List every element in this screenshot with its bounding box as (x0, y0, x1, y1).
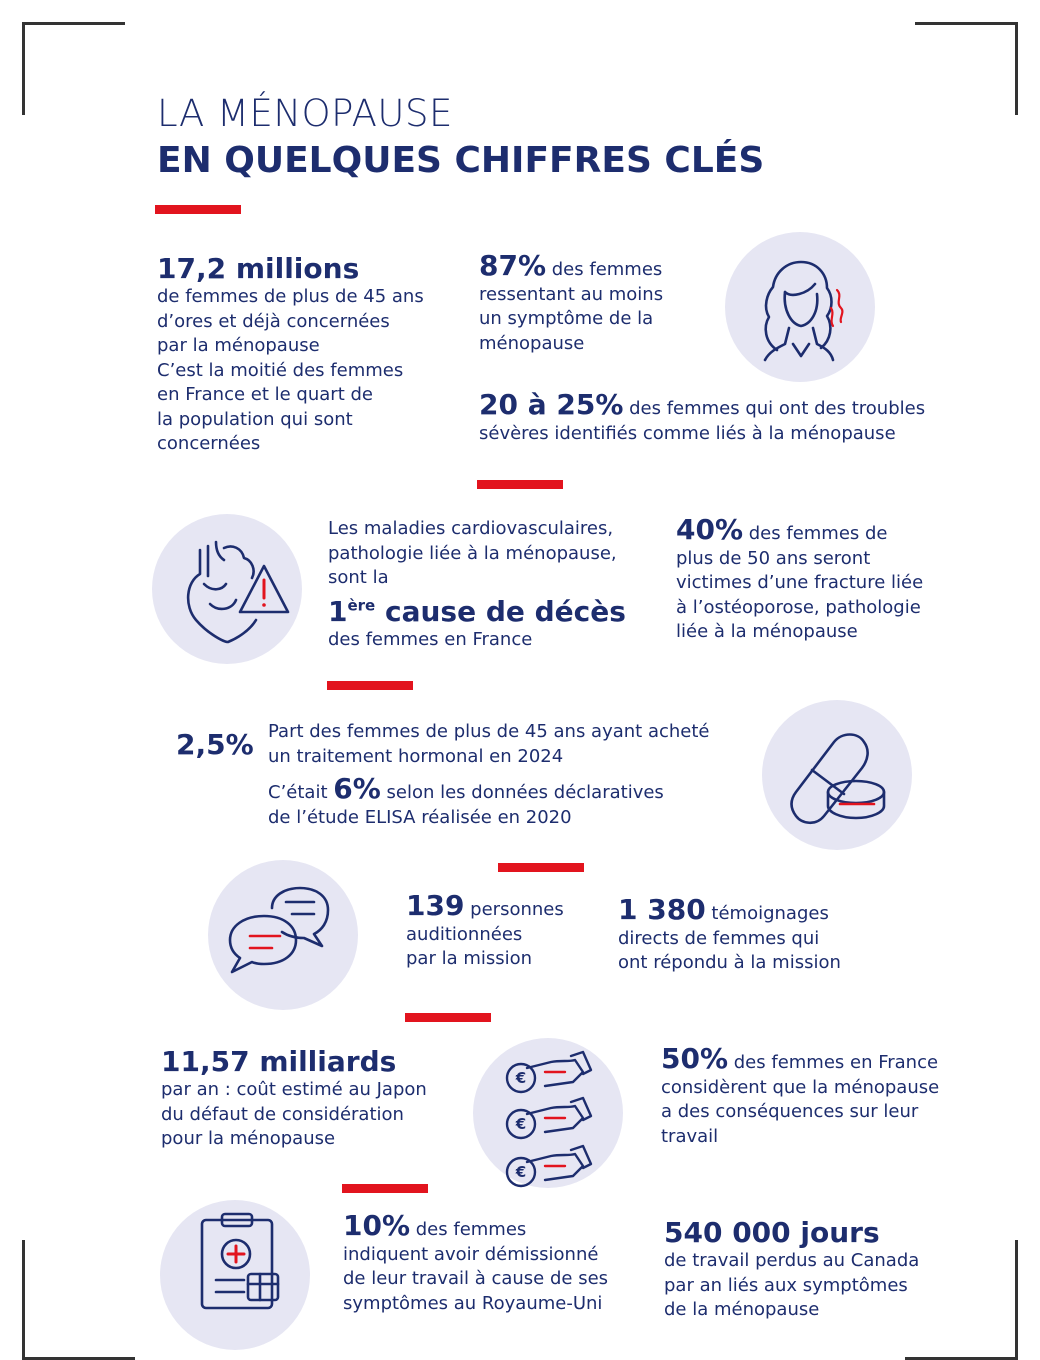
stat-text: Les maladies cardiovasculaires, (328, 518, 614, 539)
woman-hot-flash-icon (725, 232, 875, 382)
stat-text: des femmes (410, 1219, 527, 1240)
stat-text: ressentant au moins (479, 283, 664, 305)
stat-persons (406, 889, 564, 972)
stat-figure: 50% (661, 1042, 729, 1075)
stat-figure: 11,57 milliards (161, 1045, 397, 1078)
stat-text: des femmes en France (728, 1052, 939, 1073)
stat-text: a des conséquences sur leur (661, 1101, 919, 1122)
stat-fracture (676, 513, 924, 645)
stat-text: des femmes en France (328, 628, 533, 650)
stat-figure: 87% (479, 249, 547, 282)
stat-figure: 20 à 25% (479, 388, 624, 421)
stat-resigned (343, 1209, 609, 1316)
stat-figure: 1 (328, 594, 348, 628)
section-divider (327, 681, 413, 690)
stat-text: de femmes de plus de 45 ans (157, 286, 424, 307)
stat-text: pour la ménopause (161, 1128, 336, 1149)
corner-bottom-left (22, 1240, 135, 1360)
stat-text: des femmes (546, 259, 663, 280)
section-divider (405, 1013, 491, 1022)
stat-symptom (479, 249, 664, 356)
section-divider (498, 863, 584, 872)
stat-figure: 40% (676, 513, 744, 546)
stat-hormonal (268, 720, 710, 830)
stat-text: plus de 50 ans seront (676, 547, 871, 569)
stat-figure: 2,5% (176, 728, 254, 761)
svg-text:€: € (515, 1115, 527, 1133)
stat-text: pathologie liée à la ménopause, (328, 542, 617, 564)
stat-text: auditionnées (406, 923, 523, 945)
stat-figure: 540 000 jours (664, 1216, 880, 1249)
pill-capsule-icon (762, 700, 912, 850)
stat-text: par an : coût estimé au Japon (161, 1079, 427, 1100)
stat-text: ménopause (479, 332, 585, 354)
stat-text: sévères identifiés comme liés à la ménopause (479, 422, 896, 444)
stat-figure-sup: ère (347, 596, 376, 615)
corner-top-right (915, 22, 1018, 115)
stat-billions (161, 1045, 427, 1152)
stat-work (661, 1042, 940, 1149)
stat-days (664, 1216, 919, 1323)
stat-text: par la ménopause (157, 335, 320, 356)
stat-text: un symptôme de la (479, 308, 654, 329)
stat-text: des femmes qui ont des troubles (623, 398, 926, 419)
stat-text: symptômes au Royaume-Uni (343, 1292, 603, 1314)
stat-text: des femmes de (743, 523, 888, 544)
medical-document-icon (160, 1200, 310, 1350)
stat-cardio (328, 517, 626, 652)
stat-text: ont répondu à la mission (618, 952, 841, 973)
title-divider (155, 205, 241, 214)
stat-figure-rest: cause de décès (375, 594, 626, 628)
stat-text: Part des femmes de plus de 45 ans ayant acheté (268, 721, 710, 742)
stat-text: en France et le quart de (157, 384, 373, 405)
stat-figure: 6% (333, 772, 381, 805)
stat-text: par an liés aux symptômes (664, 1274, 908, 1296)
stat-text: directs de femmes qui (618, 927, 820, 949)
stat-testimonies (618, 893, 841, 976)
stat-text: C’était (268, 782, 334, 803)
svg-text:€: € (515, 1069, 527, 1087)
stat-text: témoignages (705, 903, 829, 924)
stat-text: la population qui sont (157, 408, 353, 430)
corner-bottom-right (905, 1240, 1018, 1360)
stat-text: personnes (464, 899, 564, 920)
stat-figure: 10% (343, 1209, 411, 1242)
stat-text: C’est la moitié des femmes (157, 359, 404, 381)
stat-text: de l’étude ELISA réalisée en 2020 (268, 806, 572, 828)
stat-text: un traitement hormonal en 2024 (268, 745, 564, 767)
stat-text: d’ores et déjà concernées (157, 310, 390, 332)
hand-euro-coins-icon (473, 1038, 623, 1188)
stat-millions (157, 252, 424, 457)
stat-text: travail (661, 1125, 719, 1147)
stat-text: victimes d’une fracture liée (676, 572, 924, 593)
stat-text: indiquent avoir démissionné (343, 1243, 599, 1265)
section-divider (477, 480, 563, 489)
stat-text: à l’ostéoporose, pathologie (676, 596, 921, 618)
stat-text: considèrent que la ménopause (661, 1076, 940, 1098)
speech-bubbles-icon (208, 860, 358, 1010)
svg-text:€: € (515, 1163, 527, 1181)
stat-text: de leur travail à cause de ses (343, 1268, 609, 1289)
stat-text: de travail perdus au Canada (664, 1250, 920, 1271)
stat-text: de la ménopause (664, 1299, 820, 1320)
stat-figure: 139 (406, 889, 465, 922)
stat-figure: 1 380 (618, 893, 706, 926)
stat-text: par la mission (406, 948, 533, 969)
stat-text: selon les données déclaratives (380, 782, 664, 803)
title-line-2: EN QUELQUES CHIFFRES CLÉS (157, 140, 765, 181)
stat-text: sont la (328, 567, 389, 588)
title-line-1: LA MÉNOPAUSE (157, 92, 453, 135)
corner-top-left (22, 22, 125, 115)
stat-text: du défaut de considération (161, 1103, 404, 1125)
stat-text: liée à la ménopause (676, 621, 858, 642)
stat-text: concernées (157, 433, 261, 454)
stat-figure: 17,2 millions (157, 252, 360, 285)
heart-warning-icon (152, 514, 302, 664)
stat-severe (479, 388, 926, 446)
section-divider (342, 1184, 428, 1193)
